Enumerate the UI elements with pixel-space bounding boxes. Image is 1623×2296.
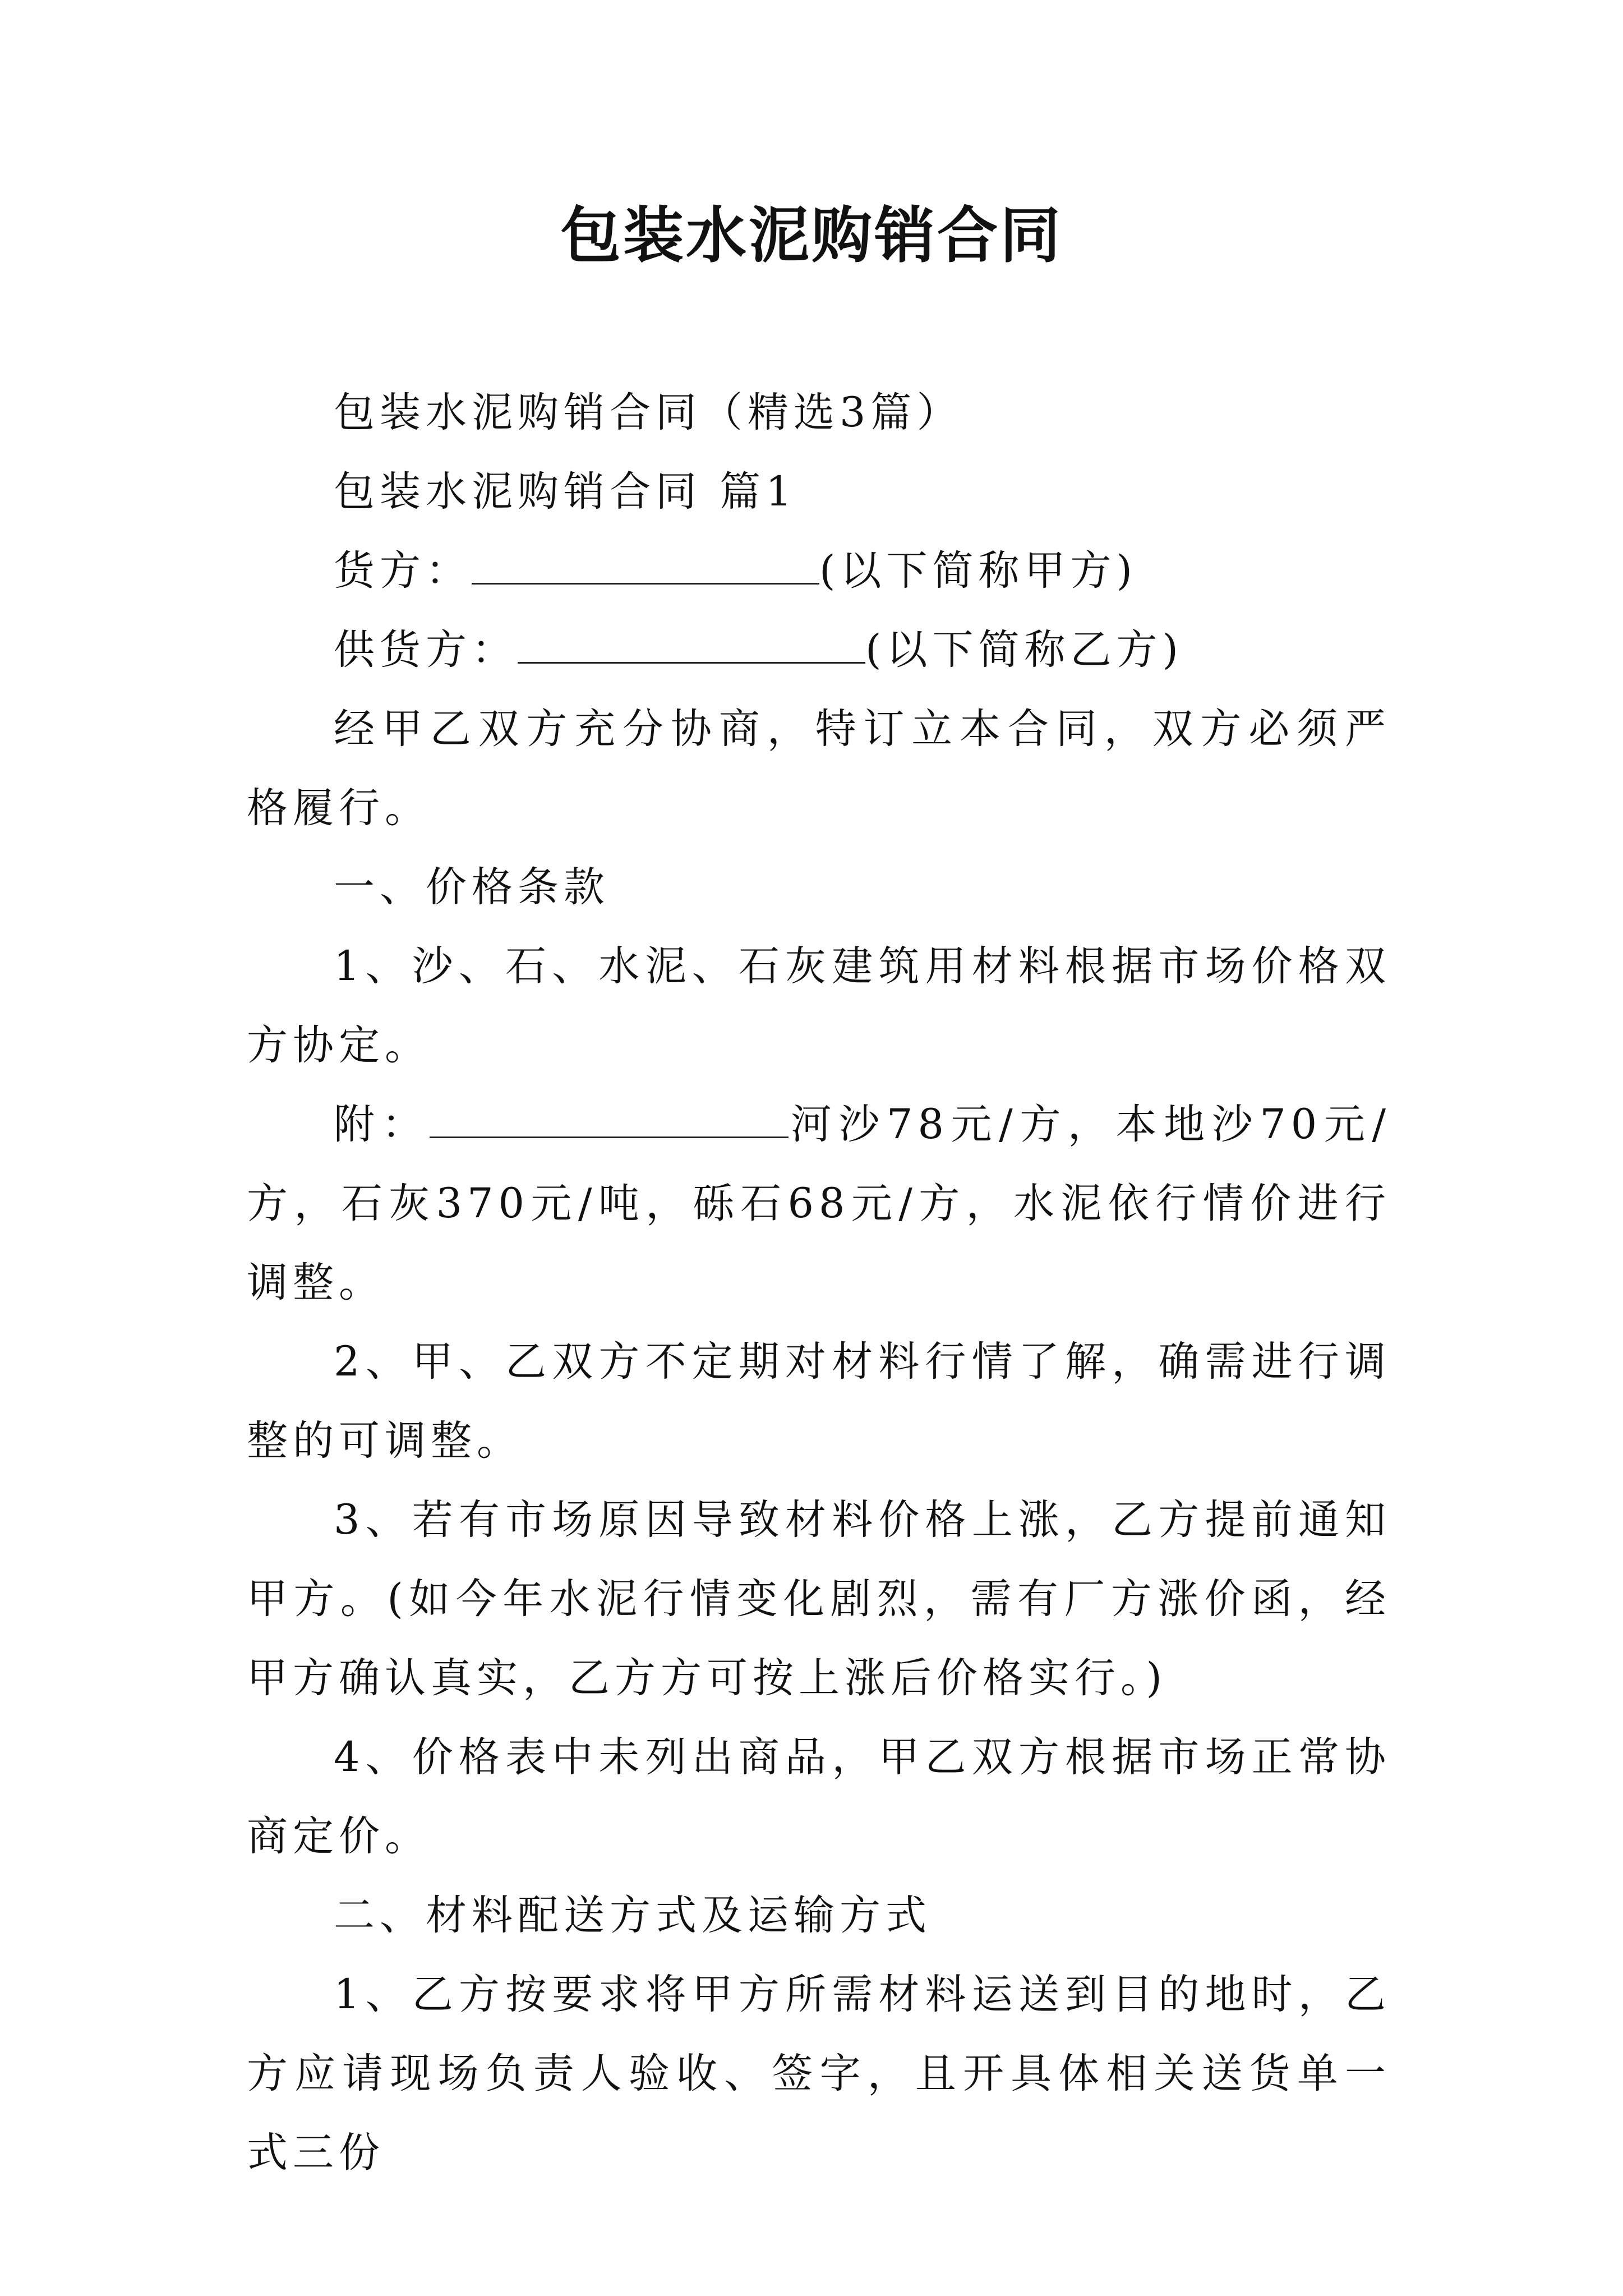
- buyer-label: 货方：: [334, 547, 472, 595]
- supplier-blank: [518, 618, 865, 664]
- document-body: [247, 373, 1391, 2192]
- supplier-suffix: (以下简称乙方): [865, 626, 1183, 674]
- collection-heading: 包装水泥购销合同（精选3篇）: [334, 389, 963, 436]
- price-clause-1: 1、沙、石、水泥、石灰建筑用材料根据市场价格双方协定。: [247, 942, 1391, 1069]
- buyer-line: [247, 531, 1391, 610]
- appendix-label: 附：: [334, 1101, 430, 1148]
- section-heading-price: 一、价格条款: [334, 863, 610, 911]
- appendix-text: 河沙78元/方，本地沙70元/方，石灰370元/吨，砾石68元/方，水泥依行情价进行调整。: [247, 1101, 1391, 1306]
- buyer-suffix: (以下简称甲方): [819, 547, 1137, 595]
- article-heading: 包装水泥购销合同 篇1: [334, 468, 797, 516]
- supplier-line: [247, 610, 1391, 689]
- supplier-label: 供货方：: [334, 626, 518, 674]
- price-clause-2: 2、甲、乙双方不定期对材料行情了解，确需进行调整的可调整。: [247, 1338, 1391, 1465]
- appendix-blank: [430, 1093, 789, 1138]
- price-clause-3: 3、若有市场原因导致材料价格上涨，乙方提前通知甲方。(如今年水泥行情变化剧烈，需有厂方涨价函，经甲方确认真实，乙方方可按上涨后价格实行。): [247, 1496, 1391, 1702]
- intro-paragraph: 经甲乙双方充分协商，特订立本合同，双方必须严格履行。: [247, 705, 1391, 832]
- section-heading-delivery: 二、材料配送方式及运输方式: [334, 1892, 932, 1939]
- price-clause-4: 4、价格表中未列出商品，甲乙双方根据市场正常协商定价。: [247, 1733, 1391, 1860]
- buyer-blank: [472, 539, 819, 585]
- delivery-clause-1: 1、乙方按要求将甲方所需材料运送到目的地时，乙方应请现场负责人验收、签字，且开具体相关送货单一式三份: [247, 1971, 1391, 2177]
- price-appendix: [247, 1085, 1391, 1322]
- document-title: 包装水泥购销合同: [560, 200, 1063, 271]
